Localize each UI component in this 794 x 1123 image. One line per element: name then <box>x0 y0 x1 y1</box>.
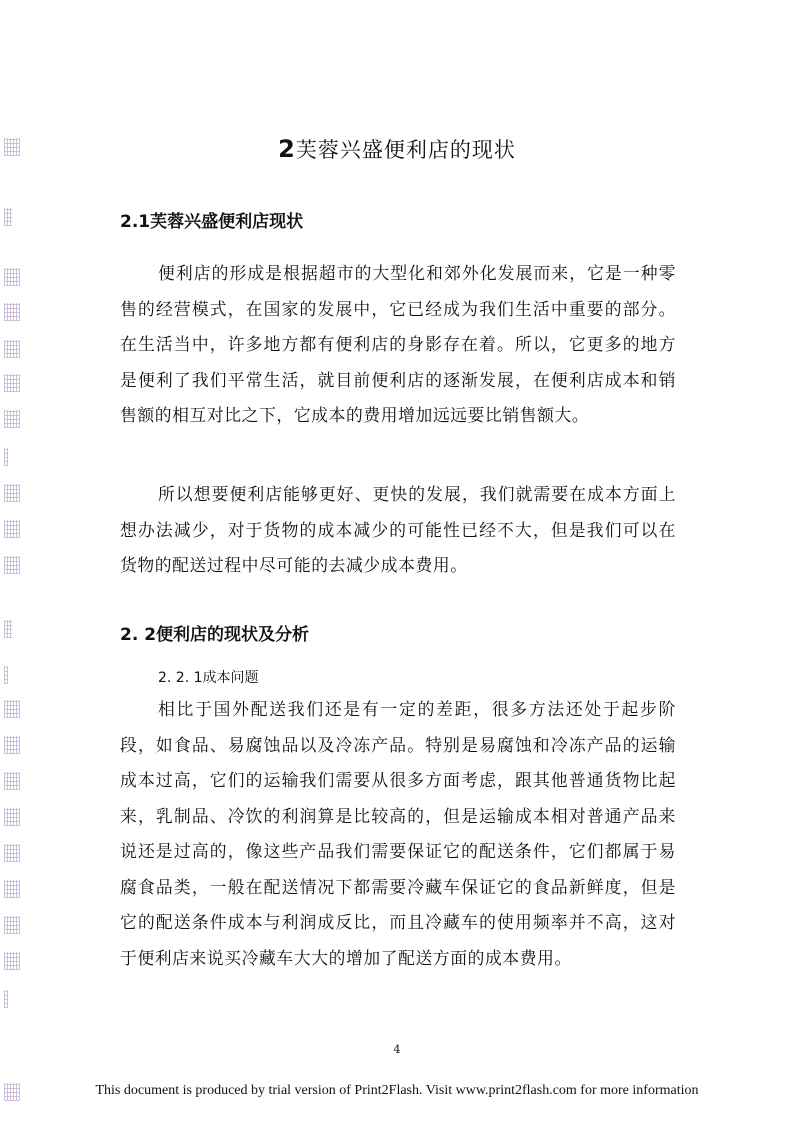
margin-mark <box>4 772 20 790</box>
chapter-title-text: 芙蓉兴盛便利店的现状 <box>295 138 516 162</box>
margin-mark <box>4 844 20 862</box>
margin-mark <box>4 303 20 321</box>
paragraph: 便利店的形成是根据超市的大型化和郊外化发展而来，它是一种零售的经营模式，在国家的发展中，它已经成为我们生活中重要的部分。在生活当中，许多地方都有便利店的身影存在着。所以，它更多的地方是便利了我们平常生活，就目前便利店的逐渐发展，在便利店成本和销售额的相互对比之下，它成本的费用增加远远要比销售额大。 <box>120 263 676 425</box>
margin-mark <box>4 620 12 638</box>
margin-mark <box>4 268 20 286</box>
section-heading: 2.1芙蓉兴盛便利店现状 <box>120 212 304 232</box>
margin-mark <box>4 556 20 574</box>
margin-mark <box>4 448 8 466</box>
margin-mark <box>4 208 12 226</box>
margin-mark <box>4 808 20 826</box>
trial-watermark-footer: This document is produced by trial version of Print2Flash. Visit www.print2flash.com for more information <box>95 1083 699 1098</box>
chapter-number: 2 <box>278 135 296 163</box>
margin-mark <box>4 666 8 684</box>
section-heading: 2. 2便利店的现状及分析 <box>120 625 310 645</box>
margin-mark <box>4 736 20 754</box>
margin-mark <box>4 700 20 718</box>
margin-mark <box>4 410 20 428</box>
subsection-heading: 2. 2. 1成本问题 <box>158 670 259 686</box>
left-margin-artifacts <box>0 0 26 1123</box>
margin-mark <box>4 520 20 538</box>
margin-mark <box>4 374 20 392</box>
paragraph: 相比于国外配送我们还是有一定的差距，很多方法还处于起步阶段，如食品、易腐蚀品以及冷冻产品。特别是易腐蚀和冷冻产品的运输成本过高，它们的运输我们需要从很多方面考虑，跟其他普通货物比起来，乳制品、冷饮的利润算是比较高的，但是运输成本相对普通产品来说还是过高的，像这些产品我们需要保证它的配送条件，它们都属于易腐食品类，一般在配送情况下都需要冷藏车保证它的食品新鲜度，但是它的配送条件成本与利润成反比，而且冷藏车的使用频率并不高，这对于便利店来说买冷藏车大大的增加了配送方面的成本费用。 <box>120 699 676 968</box>
paragraph: 所以想要便利店能够更好、更快的发展，我们就需要在成本方面上想办法减少，对于货物的成本减少的可能性已经不大，但是我们可以在货物的配送过程中尽可能的去减少成本费用。 <box>120 484 676 575</box>
chapter-title <box>0 134 794 164</box>
margin-mark <box>4 340 20 358</box>
margin-mark <box>4 484 20 502</box>
margin-mark <box>4 916 20 934</box>
margin-mark <box>4 952 20 970</box>
margin-mark <box>4 990 8 1008</box>
margin-mark <box>4 880 20 898</box>
page-number: 4 <box>393 1043 401 1056</box>
